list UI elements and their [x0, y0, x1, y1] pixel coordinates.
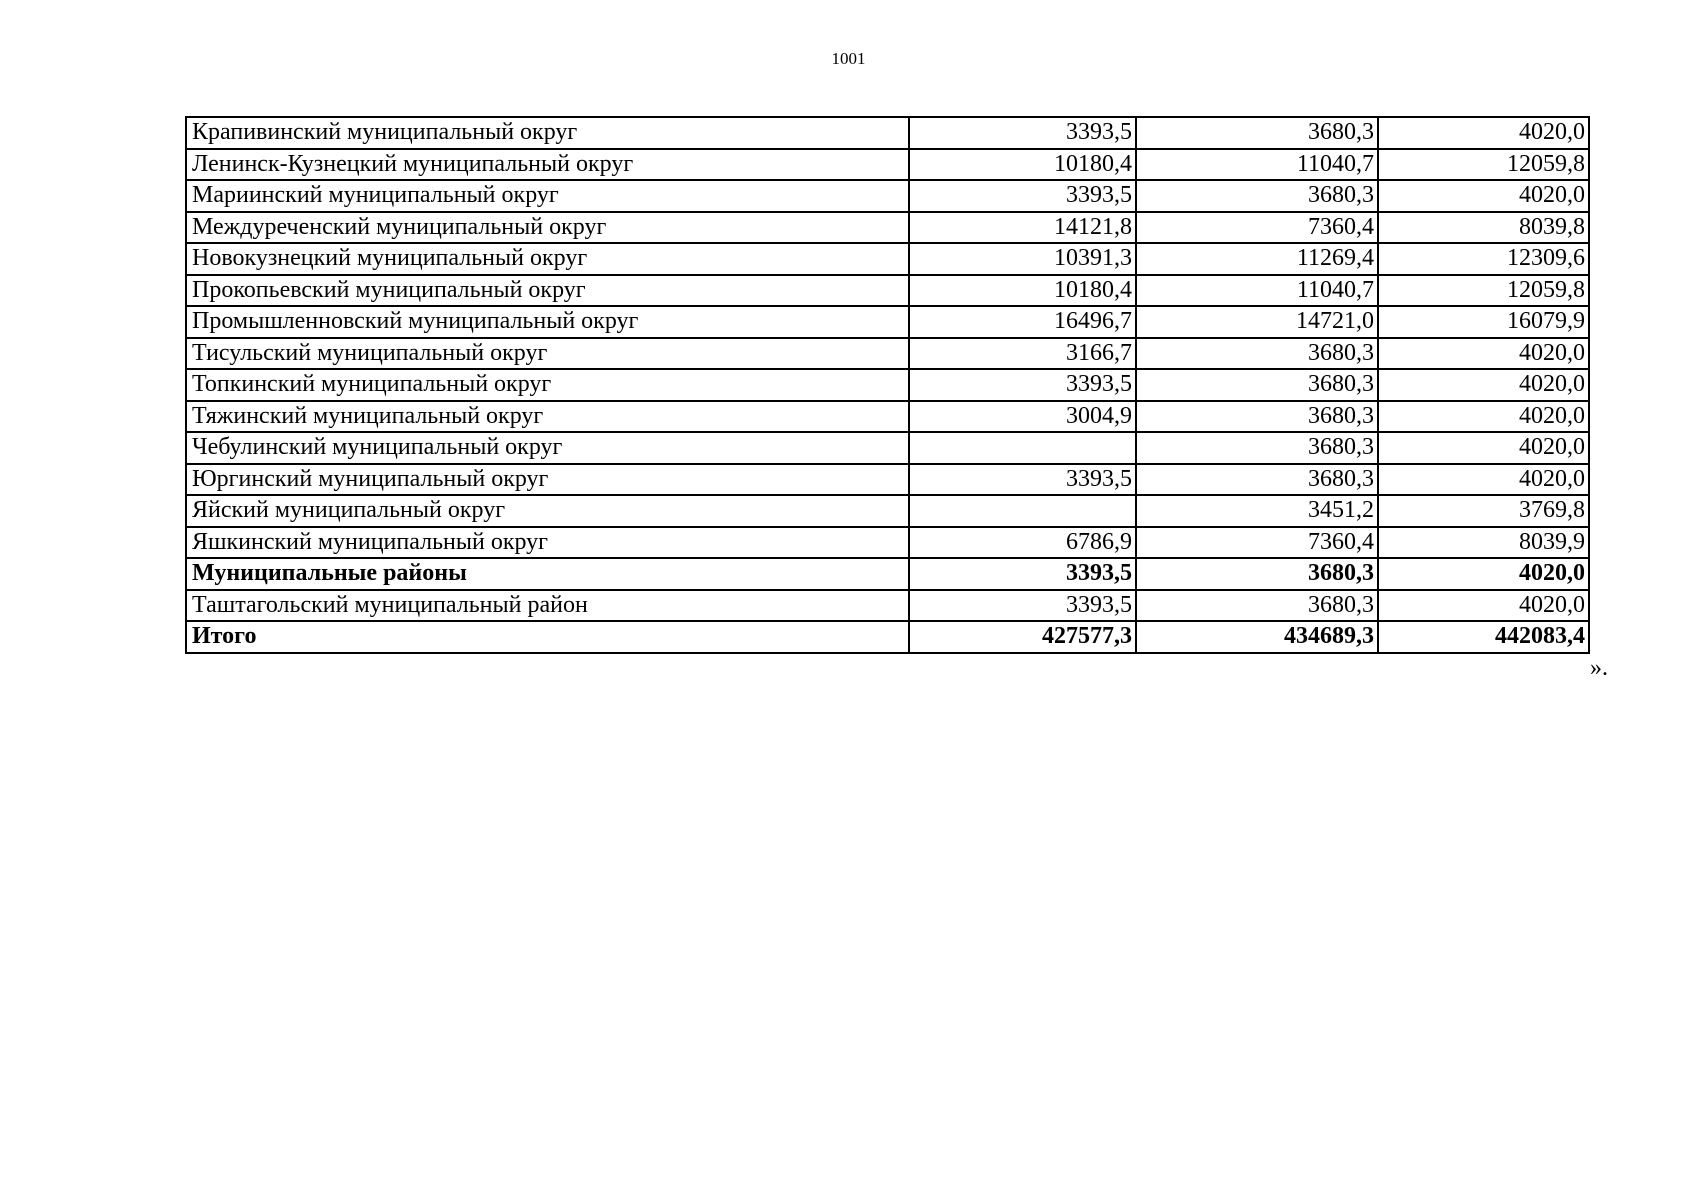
cell-value-3: 4020,0	[1378, 338, 1589, 370]
cell-value-3: 4020,0	[1378, 117, 1589, 149]
cell-value-1: 3393,5	[909, 464, 1136, 496]
table-row	[186, 558, 1589, 590]
table-row	[186, 338, 1589, 370]
cell-name: Крапивинский муниципальный округ	[186, 117, 909, 149]
cell-name: Мариинский муниципальный округ	[186, 180, 909, 212]
cell-value-1: 427577,3	[909, 621, 1136, 653]
cell-value-1: 14121,8	[909, 212, 1136, 244]
cell-value-1: 3393,5	[909, 369, 1136, 401]
cell-value-1: 3393,5	[909, 590, 1136, 622]
cell-value-1: 6786,9	[909, 527, 1136, 559]
table-row	[186, 212, 1589, 244]
cell-value-3: 4020,0	[1378, 432, 1589, 464]
cell-value-3: 12059,8	[1378, 275, 1589, 307]
table-row	[186, 243, 1589, 275]
table-row	[186, 117, 1589, 149]
table-row	[186, 590, 1589, 622]
cell-value-1: 3393,5	[909, 117, 1136, 149]
table-row	[186, 527, 1589, 559]
cell-value-2: 3680,3	[1136, 464, 1378, 496]
cell-value-3: 16079,9	[1378, 306, 1589, 338]
cell-value-2: 3680,3	[1136, 590, 1378, 622]
cell-value-3: 4020,0	[1378, 369, 1589, 401]
cell-value-2: 3680,3	[1136, 558, 1378, 590]
cell-value-1: 10180,4	[909, 149, 1136, 181]
table-row	[186, 401, 1589, 433]
cell-name: Тисульский муниципальный округ	[186, 338, 909, 370]
cell-value-1: 16496,7	[909, 306, 1136, 338]
cell-value-1: 3166,7	[909, 338, 1136, 370]
cell-value-3: 12309,6	[1378, 243, 1589, 275]
cell-value-3: 4020,0	[1378, 180, 1589, 212]
cell-value-1	[909, 495, 1136, 527]
table-row	[186, 495, 1589, 527]
cell-value-1: 10391,3	[909, 243, 1136, 275]
closing-quote: ».	[1590, 655, 1608, 681]
cell-value-2: 3680,3	[1136, 432, 1378, 464]
table-row	[186, 306, 1589, 338]
cell-value-3: 3769,8	[1378, 495, 1589, 527]
cell-value-3: 4020,0	[1378, 401, 1589, 433]
cell-name: Тяжинский муниципальный округ	[186, 401, 909, 433]
table-body	[186, 117, 1589, 653]
cell-value-2: 7360,4	[1136, 212, 1378, 244]
cell-value-3: 12059,8	[1378, 149, 1589, 181]
cell-value-3: 8039,9	[1378, 527, 1589, 559]
cell-value-2: 11040,7	[1136, 275, 1378, 307]
page-number: 1001	[831, 49, 866, 68]
budget-table	[185, 116, 1590, 654]
cell-name: Новокузнецкий муниципальный округ	[186, 243, 909, 275]
table-row	[186, 621, 1589, 653]
table-row	[186, 464, 1589, 496]
cell-value-1: 10180,4	[909, 275, 1136, 307]
cell-name: Яшкинский муниципальный округ	[186, 527, 909, 559]
cell-value-3: 442083,4	[1378, 621, 1589, 653]
cell-name: Яйский муниципальный округ	[186, 495, 909, 527]
table-row	[186, 149, 1589, 181]
cell-name: Топкинский муниципальный округ	[186, 369, 909, 401]
cell-name: Промышленновский муниципальный округ	[186, 306, 909, 338]
cell-name: Таштагольский муниципальный район	[186, 590, 909, 622]
cell-value-2: 14721,0	[1136, 306, 1378, 338]
cell-name: Ленинск-Кузнецкий муниципальный округ	[186, 149, 909, 181]
cell-value-1: 3004,9	[909, 401, 1136, 433]
cell-value-3: 8039,8	[1378, 212, 1589, 244]
cell-name: Междуреченский муниципальный округ	[186, 212, 909, 244]
cell-value-3: 4020,0	[1378, 464, 1589, 496]
cell-value-2: 3680,3	[1136, 338, 1378, 370]
table-row	[186, 275, 1589, 307]
cell-value-2: 7360,4	[1136, 527, 1378, 559]
table-row	[186, 180, 1589, 212]
cell-value-1: 3393,5	[909, 558, 1136, 590]
cell-value-2: 3680,3	[1136, 117, 1378, 149]
table-row	[186, 369, 1589, 401]
cell-name: Юргинский муниципальный округ	[186, 464, 909, 496]
cell-value-2: 11269,4	[1136, 243, 1378, 275]
table-row	[186, 432, 1589, 464]
cell-value-3: 4020,0	[1378, 590, 1589, 622]
cell-value-2: 3680,3	[1136, 401, 1378, 433]
cell-name: Итого	[186, 621, 909, 653]
cell-value-1: 3393,5	[909, 180, 1136, 212]
cell-value-2: 3680,3	[1136, 369, 1378, 401]
cell-value-2: 3451,2	[1136, 495, 1378, 527]
cell-name: Муниципальные районы	[186, 558, 909, 590]
cell-value-2: 11040,7	[1136, 149, 1378, 181]
cell-name: Прокопьевский муниципальный округ	[186, 275, 909, 307]
cell-value-2: 434689,3	[1136, 621, 1378, 653]
cell-name: Чебулинский муниципальный округ	[186, 432, 909, 464]
cell-value-2: 3680,3	[1136, 180, 1378, 212]
cell-value-1	[909, 432, 1136, 464]
cell-value-3: 4020,0	[1378, 558, 1589, 590]
